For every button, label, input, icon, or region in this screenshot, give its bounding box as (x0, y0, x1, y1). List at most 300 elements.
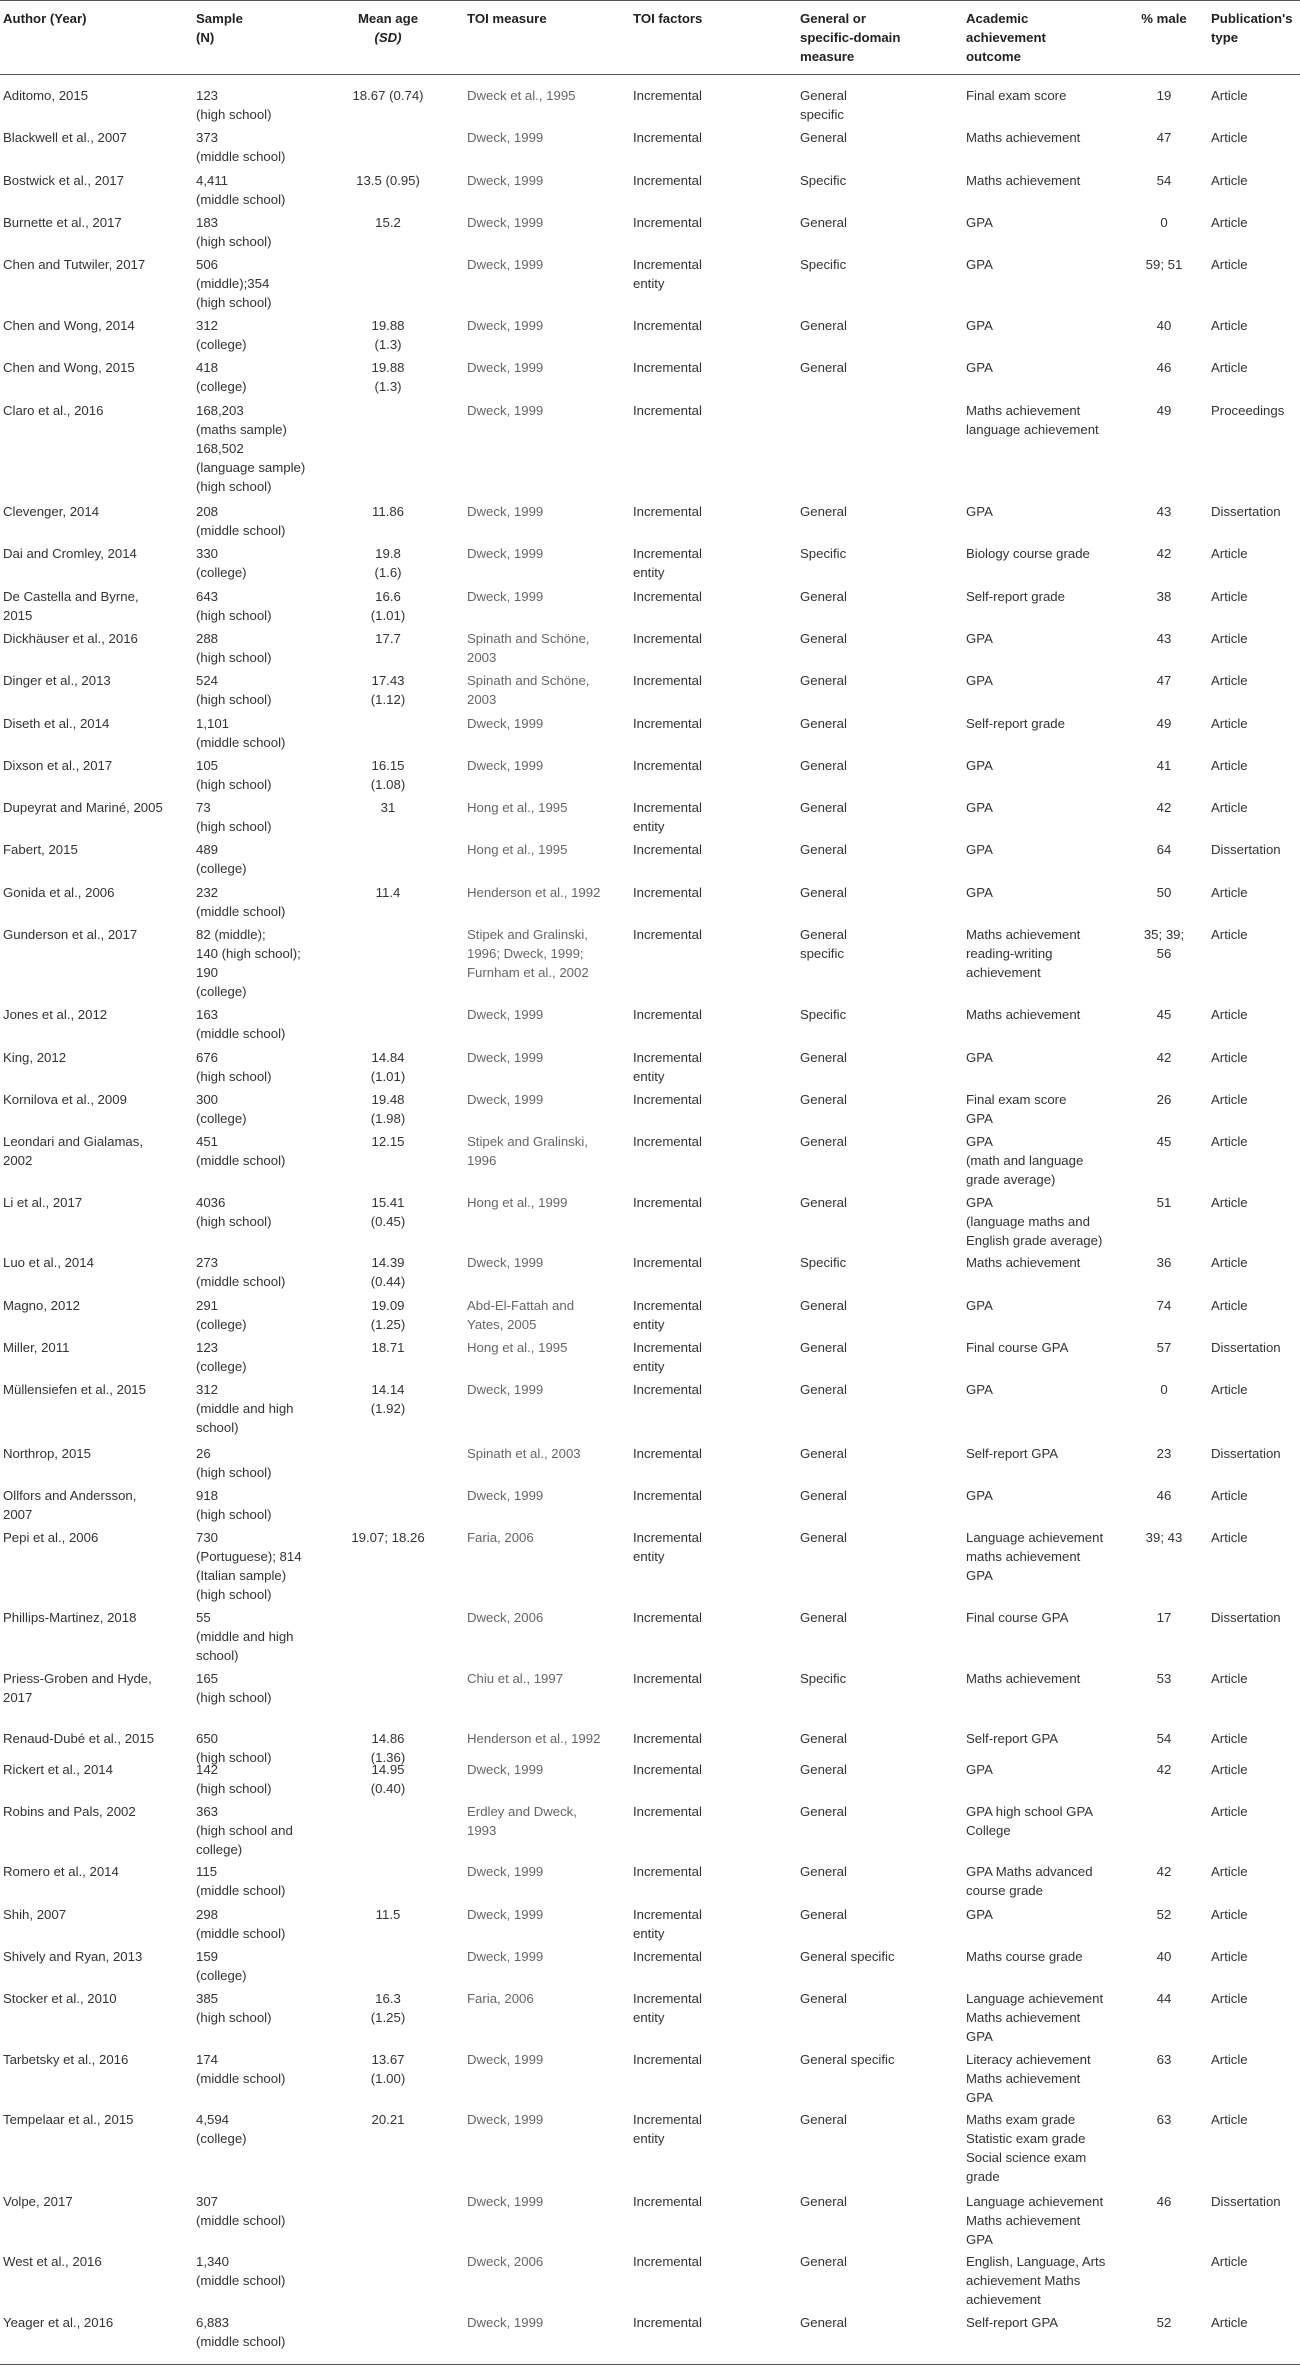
cell-percent-male: 52 (1156, 1907, 1172, 1922)
cell-mean-age: 14.86 (1.36) (370, 1731, 406, 1765)
cell-domain-measure: General (800, 2112, 847, 2127)
cell-author: Blackwell et al., 2007 (3, 130, 127, 145)
cell-sample: 159 (college) (196, 1949, 247, 1983)
cell-author: Dinger et al., 2013 (3, 673, 111, 688)
cell-outcome: Maths achievement reading-writing achievement (966, 927, 1081, 980)
cell-domain-measure: General (800, 1195, 847, 1210)
cell-toi-factors: Incremental (633, 1134, 702, 1149)
cell-author: Clevenger, 2014 (3, 504, 100, 519)
cell-toi-measure: Dweck, 2006 (467, 2254, 544, 2269)
cell-outcome: GPA (966, 1488, 993, 1503)
cell-author: Chen and Wong, 2015 (3, 360, 135, 375)
cell-mean-age: 14.14 (1.92) (370, 1382, 406, 1416)
cell-domain-measure: General (800, 2254, 847, 2269)
cell-outcome: Self-report grade (966, 589, 1065, 604)
cell-domain-measure: General (800, 215, 847, 230)
cell-author: Priess-Groben and Hyde, 2017 (3, 1671, 152, 1705)
cell-outcome: GPA (966, 1382, 993, 1397)
cell-domain-measure: General (800, 1134, 847, 1149)
cell-domain-measure: General (800, 360, 847, 375)
cell-mean-age: 19.8 (1.6) (374, 546, 402, 580)
cell-percent-male: 38 (1156, 589, 1172, 604)
cell-publication-type: Article (1211, 673, 1248, 688)
cell-domain-measure: General (800, 1804, 847, 1819)
cell-toi-factors: Incremental (633, 1949, 702, 1964)
cell-toi-measure: Dweck, 1999 (467, 1092, 544, 1107)
cell-outcome: GPA (966, 1050, 993, 1065)
cell-toi-measure: Dweck, 1999 (467, 257, 544, 272)
cell-toi-factors: Incremental (633, 1731, 702, 1746)
cell-outcome: Maths exam grade Statistic exam grade Social science exam grade (966, 2112, 1087, 2184)
cell-toi-measure: Dweck, 1999 (467, 1007, 544, 1022)
cell-author: Shively and Ryan, 2013 (3, 1949, 143, 1964)
cell-outcome: Final exam score GPA (966, 1092, 1067, 1126)
cell-outcome: GPA (966, 758, 993, 773)
cell-toi-factors: Incremental (633, 758, 702, 773)
cell-toi-factors: Incremental (633, 1864, 702, 1879)
cell-outcome: Language achievement Maths achievement GPA (966, 1991, 1104, 2044)
cell-toi-factors: Incremental entity (633, 546, 702, 580)
cell-mean-age: 20.21 (371, 2112, 405, 2127)
cell-percent-male: 64 (1156, 842, 1172, 857)
header-percent-male: % male (1141, 11, 1187, 26)
cell-domain-measure: General (800, 2194, 847, 2209)
cell-publication-type: Article (1211, 2254, 1248, 2269)
cell-outcome: Maths achievement (966, 173, 1081, 188)
cell-domain-measure: General (800, 673, 847, 688)
cell-sample: 373 (middle school) (196, 130, 286, 164)
cell-publication-type: Article (1211, 1991, 1248, 2006)
cell-toi-factors: Incremental (633, 1610, 702, 1625)
cell-publication-type: Article (1211, 1488, 1248, 1503)
cell-sample: 4,594 (college) (196, 2112, 247, 2146)
cell-percent-male: 0 (1160, 215, 1168, 230)
cell-toi-measure: Dweck, 1999 (467, 2052, 544, 2067)
header-toi-measure: TOI measure (467, 11, 547, 26)
cell-mean-age: 13.5 (0.95) (356, 173, 420, 188)
cell-author: Bostwick et al., 2017 (3, 173, 124, 188)
cell-outcome: GPA (966, 842, 993, 857)
cell-publication-type: Article (1211, 173, 1248, 188)
cell-sample: 273 (middle school) (196, 1255, 286, 1289)
cell-mean-age: 16.3 (1.25) (370, 1991, 406, 2025)
cell-percent-male: 40 (1156, 1949, 1172, 1964)
cell-percent-male: 0 (1160, 1382, 1168, 1397)
cell-toi-measure: Dweck, 1999 (467, 215, 544, 230)
cell-toi-factors: Incremental entity (633, 1050, 702, 1084)
cell-publication-type: Article (1211, 1762, 1248, 1777)
cell-sample: 82 (middle); 140 (high school); 190 (college) (196, 927, 301, 999)
cell-sample: 363 (high school and college) (196, 1804, 293, 1857)
cell-percent-male: 50 (1156, 885, 1172, 900)
cell-outcome: Maths achievement language achievement (966, 403, 1099, 437)
cell-toi-measure: Chiu et al., 1997 (467, 1671, 564, 1686)
cell-domain-measure: General (800, 800, 847, 815)
cell-publication-type: Article (1211, 1864, 1248, 1879)
cell-sample: 55 (middle and high school) (196, 1610, 294, 1663)
cell-outcome: Maths achievement (966, 1255, 1081, 1270)
cell-outcome: GPA (966, 631, 993, 646)
cell-toi-measure: Dweck, 1999 (467, 504, 544, 519)
cell-domain-measure: General (800, 1340, 847, 1355)
cell-publication-type: Article (1211, 130, 1248, 145)
cell-toi-factors: Incremental (633, 1671, 702, 1686)
cell-sample: 730 (Portuguese); 814 (Italian sample) (high school) (196, 1530, 302, 1602)
cell-toi-measure: Spinath et al., 2003 (467, 1446, 581, 1461)
cell-author: Fabert, 2015 (3, 842, 78, 857)
cell-sample: 300 (college) (196, 1092, 247, 1126)
cell-sample: 291 (college) (196, 1298, 247, 1332)
cell-toi-factors: Incremental (633, 318, 702, 333)
cell-percent-male: 42 (1156, 1864, 1172, 1879)
cell-mean-age: 15.2 (375, 215, 401, 230)
cell-author: Müllensiefen et al., 2015 (3, 1382, 146, 1397)
cell-mean-age: 31 (380, 800, 396, 815)
cell-author: Phillips-Martinez, 2018 (3, 1610, 137, 1625)
cell-toi-factors: Incremental (633, 927, 702, 942)
cell-publication-type: Dissertation (1211, 842, 1281, 857)
header-mean-age (338, 9, 438, 47)
cell-author: Tempelaar et al., 2015 (3, 2112, 134, 2127)
cell-toi-factors: Incremental entity (633, 1907, 702, 1941)
cell-author: Li et al., 2017 (3, 1195, 83, 1210)
cell-sample: 142 (high school) (196, 1762, 272, 1796)
cell-sample: 174 (middle school) (196, 2052, 286, 2086)
cell-sample: 105 (high school) (196, 758, 272, 792)
cell-outcome: GPA high school GPA College (966, 1804, 1094, 1838)
cell-author: Kornilova et al., 2009 (3, 1092, 127, 1107)
header-sample: Sample (N) (196, 11, 243, 45)
cell-percent-male: 59; 51 (1145, 257, 1183, 272)
cell-mean-age: 19.88 (1.3) (371, 318, 405, 352)
cell-toi-factors: Incremental (633, 716, 702, 731)
cell-toi-measure: Spinath and Schöne, 2003 (467, 673, 590, 707)
cell-toi-factors: Incremental (633, 1446, 702, 1461)
cell-author: De Castella and Byrne, 2015 (3, 589, 139, 623)
cell-mean-age: 14.39 (0.44) (370, 1255, 406, 1289)
cell-toi-factors: Incremental (633, 2194, 702, 2209)
cell-outcome: English, Language, Arts achievement Maths achievement (966, 2254, 1106, 2307)
cell-domain-measure: General (800, 1488, 847, 1503)
cell-percent-male: 41 (1156, 758, 1172, 773)
cell-mean-age: 19.07; 18.26 (351, 1530, 425, 1545)
cell-percent-male: 26 (1156, 1092, 1172, 1107)
cell-percent-male: 54 (1156, 173, 1172, 188)
cell-domain-measure: Specific (800, 173, 847, 188)
cell-percent-male: 46 (1156, 2194, 1172, 2209)
cell-domain-measure: General (800, 1762, 847, 1777)
header-mean-age-label: Mean age (357, 11, 419, 26)
cell-toi-measure: Dweck, 2006 (467, 1610, 544, 1625)
cell-outcome: Self-report GPA (966, 1446, 1059, 1461)
cell-publication-type: Article (1211, 1804, 1248, 1819)
cell-percent-male: 35; 39; 56 (1143, 927, 1185, 961)
cell-toi-factors: Incremental entity (633, 257, 702, 291)
cell-publication-type: Article (1211, 215, 1248, 230)
cell-publication-type: Article (1211, 1530, 1248, 1545)
cell-toi-measure: Dweck, 1999 (467, 546, 544, 561)
cell-sample: 115 (middle school) (196, 1864, 286, 1898)
cell-toi-measure: Dweck, 1999 (467, 1382, 544, 1397)
cell-domain-measure: General (800, 885, 847, 900)
cell-sample: 183 (high school) (196, 215, 272, 249)
cell-toi-measure: Henderson et al., 1992 (467, 885, 601, 900)
cell-toi-factors: Incremental (633, 1255, 702, 1270)
cell-toi-measure: Henderson et al., 1992 (467, 1731, 601, 1746)
cell-outcome: GPA (966, 1762, 993, 1777)
cell-percent-male: 43 (1156, 631, 1172, 646)
cell-toi-factors: Incremental (633, 1007, 702, 1022)
cell-toi-factors: Incremental (633, 1762, 702, 1777)
cell-publication-type: Article (1211, 885, 1248, 900)
cell-domain-measure: General (800, 1610, 847, 1625)
cell-toi-measure: Dweck, 1999 (467, 130, 544, 145)
cell-toi-measure: Hong et al., 1999 (467, 1195, 568, 1210)
cell-author: Romero et al., 2014 (3, 1864, 119, 1879)
cell-toi-factors: Incremental (633, 215, 702, 230)
cell-toi-factors: Incremental (633, 360, 702, 375)
cell-toi-factors: Incremental (633, 842, 702, 857)
cell-sample: 26 (high school) (196, 1446, 272, 1480)
cell-domain-measure: General (800, 1907, 847, 1922)
cell-outcome: GPA (language maths and English grade average) (966, 1195, 1103, 1248)
cell-sample: 123 (college) (196, 1340, 247, 1374)
cell-mean-age: 14.95 (0.40) (370, 1762, 406, 1796)
cell-publication-type: Article (1211, 1949, 1248, 1964)
cell-sample: 643 (high school) (196, 589, 272, 623)
cell-domain-measure: General (800, 1530, 847, 1545)
cell-domain-measure: Specific (800, 257, 847, 272)
cell-sample: 918 (high school) (196, 1488, 272, 1522)
cell-author: Magno, 2012 (3, 1298, 80, 1313)
cell-domain-measure: General (800, 130, 847, 145)
cell-percent-male: 47 (1156, 130, 1172, 145)
cell-domain-measure: General (800, 1991, 847, 2006)
cell-toi-factors: Incremental (633, 2052, 702, 2067)
cell-author: Dickhäuser et al., 2016 (3, 631, 138, 646)
cell-toi-measure: Dweck, 1999 (467, 2315, 544, 2330)
cell-toi-measure: Erdley and Dweck, 1993 (467, 1804, 577, 1838)
cell-sample: 4036 (high school) (196, 1195, 272, 1229)
cell-publication-type: Dissertation (1211, 1446, 1281, 1461)
cell-domain-measure: General (800, 758, 847, 773)
cell-toi-factors: Incremental (633, 2315, 702, 2330)
cell-outcome: GPA (966, 885, 993, 900)
cell-author: Northrop, 2015 (3, 1446, 91, 1461)
cell-outcome: GPA (966, 800, 993, 815)
cell-domain-measure: General (800, 1446, 847, 1461)
cell-sample: 288 (high school) (196, 631, 272, 665)
cell-percent-male: 46 (1156, 1488, 1172, 1503)
cell-publication-type: Article (1211, 1050, 1248, 1065)
cell-toi-factors: Incremental (633, 673, 702, 688)
cell-author: Ollfors and Andersson, 2007 (3, 1488, 137, 1522)
cell-percent-male: 45 (1156, 1134, 1172, 1149)
cell-mean-age: 16.6 (1.01) (370, 589, 406, 623)
cell-mean-age: 17.43 (1.12) (370, 673, 406, 707)
cell-percent-male: 42 (1156, 1050, 1172, 1065)
cell-sample: 168,203 (maths sample) 168,502 (language sample) (high school) (196, 403, 306, 494)
cell-toi-measure: Dweck, 1999 (467, 1762, 544, 1777)
cell-author: Diseth et al., 2014 (3, 716, 110, 731)
cell-toi-factors: Incremental (633, 2254, 702, 2269)
cell-percent-male: 49 (1156, 403, 1172, 418)
cell-sample: 524 (high school) (196, 673, 272, 707)
cell-author: King, 2012 (3, 1050, 67, 1065)
cell-domain-measure: General (800, 1382, 847, 1397)
cell-toi-measure: Dweck, 1999 (467, 403, 544, 418)
header-mean-age-sd: (SD) (374, 30, 402, 45)
cell-outcome: Final course GPA (966, 1610, 1069, 1625)
cell-publication-type: Article (1211, 1382, 1248, 1397)
cell-domain-measure: General specific (800, 927, 847, 961)
cell-publication-type: Proceedings (1211, 403, 1285, 418)
cell-mean-age: 12.15 (371, 1134, 405, 1149)
cell-sample: 163 (middle school) (196, 1007, 286, 1041)
header-author: Author (Year) (3, 11, 87, 26)
cell-toi-measure: Stipek and Gralinski, 1996 (467, 1134, 588, 1168)
cell-toi-factors: Incremental (633, 1804, 702, 1819)
cell-outcome: Language achievement Maths achievement GPA (966, 2194, 1104, 2247)
header-publication-type: Publication's type (1211, 11, 1293, 45)
cell-toi-factors: Incremental entity (633, 1298, 702, 1332)
cell-percent-male: 19 (1156, 88, 1172, 103)
cell-publication-type: Article (1211, 716, 1248, 731)
cell-outcome: Language achievement maths achievement GPA (966, 1530, 1104, 1583)
cell-toi-measure: Dweck, 1999 (467, 360, 544, 375)
cell-outcome: Biology course grade (966, 546, 1090, 561)
cell-domain-measure: General (800, 1864, 847, 1879)
cell-toi-factors: Incremental entity (633, 1991, 702, 2025)
cell-author: Luo et al., 2014 (3, 1255, 94, 1270)
cell-outcome: GPA (966, 1298, 993, 1313)
cell-publication-type: Article (1211, 1092, 1248, 1107)
cell-publication-type: Article (1211, 88, 1248, 103)
cell-toi-measure: Hong et al., 1995 (467, 1340, 568, 1355)
cell-sample: 1,340 (middle school) (196, 2254, 286, 2288)
cell-outcome: Maths achievement (966, 1007, 1081, 1022)
cell-domain-measure: General specific (800, 2052, 895, 2067)
cell-percent-male: 47 (1156, 673, 1172, 688)
cell-outcome: Maths achievement (966, 130, 1081, 145)
cell-sample: 451 (middle school) (196, 1134, 286, 1168)
cell-sample: 312 (college) (196, 318, 247, 352)
cell-publication-type: Dissertation (1211, 2194, 1281, 2209)
cell-mean-age: 18.71 (371, 1340, 405, 1355)
cell-outcome: Self-report grade (966, 716, 1065, 731)
cell-toi-measure: Dweck, 1999 (467, 1255, 544, 1270)
cell-percent-male: 43 (1156, 504, 1172, 519)
cell-toi-factors: Incremental entity (633, 2112, 702, 2146)
cell-publication-type: Article (1211, 1007, 1248, 1022)
cell-author: Renaud-Dubé et al., 2015 (3, 1731, 155, 1746)
cell-toi-measure: Abd-El-Fattah and Yates, 2005 (467, 1298, 575, 1332)
cell-toi-factors: Incremental entity (633, 800, 702, 834)
cell-author: Gonida et al., 2006 (3, 885, 115, 900)
cell-outcome: GPA (math and language grade average) (966, 1134, 1084, 1187)
cell-toi-measure: Dweck, 1999 (467, 173, 544, 188)
cell-author: Volpe, 2017 (3, 2194, 73, 2209)
cell-domain-measure: General (800, 504, 847, 519)
cell-toi-factors: Incremental (633, 589, 702, 604)
cell-toi-factors: Incremental (633, 403, 702, 418)
cell-domain-measure: General (800, 2315, 847, 2330)
cell-outcome: GPA (966, 673, 993, 688)
cell-author: Chen and Wong, 2014 (3, 318, 135, 333)
cell-percent-male: 46 (1156, 360, 1172, 375)
cell-sample: 312 (middle and high school) (196, 1382, 294, 1435)
cell-publication-type: Article (1211, 1195, 1248, 1210)
cell-author: Tarbetsky et al., 2016 (3, 2052, 129, 2067)
cell-outcome: Maths course grade (966, 1949, 1083, 1964)
cell-mean-age: 18.67 (0.74) (352, 88, 424, 103)
cell-author: Leondari and Gialamas, 2002 (3, 1134, 144, 1168)
cell-sample: 4,411 (middle school) (196, 173, 286, 207)
cell-sample: 208 (middle school) (196, 504, 286, 538)
header-toi-factors: TOI factors (633, 11, 703, 26)
cell-publication-type: Article (1211, 257, 1248, 272)
cell-publication-type: Article (1211, 360, 1248, 375)
cell-toi-measure: Dweck, 1999 (467, 589, 544, 604)
cell-outcome: Self-report GPA (966, 2315, 1059, 2330)
header-outcome: Academic achievement outcome (966, 11, 1046, 64)
cell-toi-factors: Incremental (633, 1195, 702, 1210)
cell-publication-type: Article (1211, 758, 1248, 773)
cell-publication-type: Article (1211, 1671, 1248, 1686)
cell-publication-type: Article (1211, 2112, 1248, 2127)
cell-domain-measure: General specific (800, 1949, 895, 1964)
cell-author: Robins and Pals, 2002 (3, 1804, 136, 1819)
cell-toi-measure: Dweck, 1999 (467, 1864, 544, 1879)
cell-author: Pepi et al., 2006 (3, 1530, 99, 1545)
cell-sample: 489 (college) (196, 842, 247, 876)
cell-toi-factors: Incremental (633, 1382, 702, 1397)
cell-percent-male: 49 (1156, 716, 1172, 731)
cell-toi-factors: Incremental (633, 631, 702, 646)
cell-outcome: GPA Maths advanced course grade (966, 1864, 1093, 1898)
cell-publication-type: Article (1211, 1255, 1248, 1270)
cell-percent-male: 40 (1156, 318, 1172, 333)
cell-outcome: Self-report GPA (966, 1731, 1059, 1746)
cell-outcome: GPA (966, 504, 993, 519)
cell-domain-measure: Specific (800, 546, 847, 561)
cell-percent-male: 74 (1156, 1298, 1172, 1313)
cell-publication-type: Dissertation (1211, 504, 1281, 519)
cell-percent-male: 63 (1156, 2052, 1172, 2067)
cell-percent-male: 52 (1156, 2315, 1172, 2330)
cell-sample: 418 (college) (196, 360, 247, 394)
cell-sample: 165 (high school) (196, 1671, 272, 1705)
cell-publication-type: Article (1211, 800, 1248, 815)
cell-publication-type: Dissertation (1211, 1610, 1281, 1625)
cell-sample: 298 (middle school) (196, 1907, 286, 1941)
cell-author: Jones et al., 2012 (3, 1007, 108, 1022)
cell-outcome: GPA (966, 1907, 993, 1922)
cell-sample: 676 (high school) (196, 1050, 272, 1084)
cell-toi-measure: Dweck, 1999 (467, 1907, 544, 1922)
cell-toi-measure: Spinath and Schöne, 2003 (467, 631, 590, 665)
cell-percent-male: 42 (1156, 800, 1172, 815)
cell-sample: 6,883 (middle school) (196, 2315, 286, 2349)
cell-sample: 385 (high school) (196, 1991, 272, 2025)
cell-publication-type: Article (1211, 631, 1248, 646)
cell-author: Gunderson et al., 2017 (3, 927, 138, 942)
cell-domain-measure: Specific (800, 1671, 847, 1686)
cell-sample: 307 (middle school) (196, 2194, 286, 2228)
cell-mean-age: 19.09 (1.25) (370, 1298, 406, 1332)
cell-publication-type: Article (1211, 1731, 1248, 1746)
cell-mean-age: 11.5 (375, 1907, 401, 1922)
